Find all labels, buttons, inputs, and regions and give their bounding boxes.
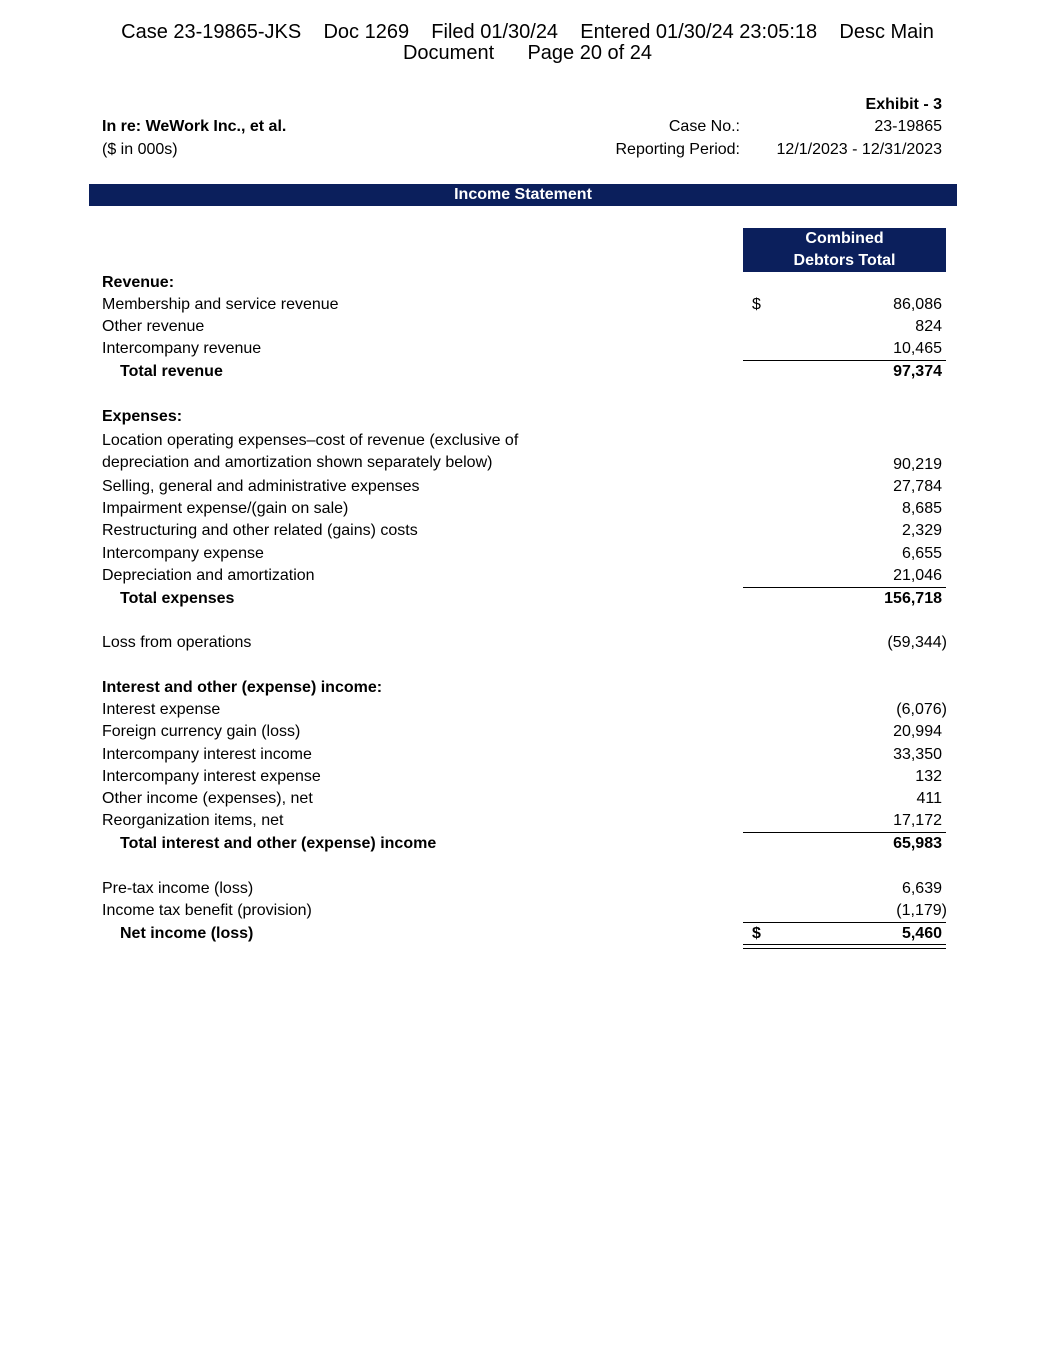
loss-from-operations-label: Loss from operations [102,634,252,651]
line-item-amount: 411 [916,790,942,807]
line-item-amount: (6,076) [896,701,947,718]
total-expenses-row [102,588,947,610]
line-item-row [102,476,947,498]
line-item-label: Restructuring and other related (gains) costs [102,522,418,539]
revenue-heading: Revenue: [102,274,175,291]
line-item-label: Intercompany interest expense [102,768,321,785]
reporting-period-label: Reporting Period: [615,141,740,158]
line-item-amount: 90,219 [893,456,942,473]
revenue-heading-row [102,272,947,294]
line-item-amount: 33,350 [893,746,942,763]
line-item-label: Reorganization items, net [102,812,284,829]
line-item-amount: 27,784 [893,478,942,495]
line-item-label: depreciation and amortization shown separately below) [102,454,493,471]
line-item-label: Intercompany interest income [102,746,312,763]
column-header-line2: Debtors Total [793,252,896,269]
net-income-row [102,923,947,945]
line-item-row [102,744,947,766]
line-item-label: Foreign currency gain (loss) [102,723,301,740]
line-item-row [102,430,947,452]
line-item-row [102,316,947,338]
line-item-amount: 17,172 [893,812,942,829]
line-item-amount: 10,465 [893,340,942,357]
line-item-row [102,543,947,565]
income-tax-label: Income tax benefit (provision) [102,902,312,919]
line-item-row [102,294,947,316]
double-underline [743,944,946,949]
income-tax-amount: (1,179) [896,902,947,919]
line-item-row [102,766,947,788]
case-no-value: 23-19865 [874,118,942,135]
total-revenue-amount: 97,374 [893,363,942,380]
total-interest-amount: 65,983 [893,835,942,852]
line-item-row [102,699,947,721]
line-item-amount: 6,655 [901,545,942,562]
line-item-label: Intercompany revenue [102,340,262,357]
line-item-amount: 8,685 [901,500,942,517]
line-item-row [102,338,947,360]
expenses-heading: Expenses: [102,408,183,425]
pretax-amount: 6,639 [901,880,942,897]
column-header-line1: Combined [805,230,884,247]
total-revenue-row [102,361,947,383]
line-item-amount: 824 [915,318,942,335]
total-revenue-label: Total revenue [120,363,223,380]
total-expenses-label: Total expenses [120,590,235,607]
total-interest-row [102,833,947,855]
interest-heading-row [102,677,947,699]
line-item-amount: 2,329 [901,522,942,539]
exhibit-label: Exhibit - 3 [865,96,942,113]
debtor-name: In re: WeWork Inc., et al. [102,118,287,135]
net-income-label: Net income (loss) [120,925,254,942]
line-item-label: Other revenue [102,318,205,335]
pretax-row [102,878,947,900]
line-item-row [102,520,947,542]
loss-from-operations-row [102,632,947,654]
line-item-label: Depreciation and amortization [102,567,315,584]
line-item-label: Selling, general and administrative expenses [102,478,420,495]
combined-debtors-total-header [743,228,946,272]
line-item-amount: 86,086 [893,296,942,313]
line-item-row [102,810,947,832]
court-filing-header-line2: Document Page 20 of 24 [402,42,653,64]
line-item-label: Intercompany expense [102,545,264,562]
income-statement-title: Income Statement [89,184,957,206]
line-item-label: Membership and service revenue [102,296,339,313]
line-item-row [102,498,947,520]
line-item-row [102,721,947,743]
currency-symbol: $ [752,925,761,942]
total-expenses-amount: 156,718 [884,590,942,607]
net-income-amount: 5,460 [901,925,942,942]
line-item-row [102,452,947,474]
line-item-label: Interest expense [102,701,221,718]
total-interest-label: Total interest and other (expense) income [120,835,437,852]
currency-symbol: $ [752,296,761,313]
line-item-amount: 20,994 [893,723,942,740]
line-item-row [102,788,947,810]
line-item-label: Location operating expenses–cost of revenue (exclusive of [102,432,519,449]
reporting-period-value: 12/1/2023 - 12/31/2023 [776,141,942,158]
case-no-label: Case No.: [668,118,740,135]
line-item-row [102,565,947,587]
expenses-heading-row [102,406,947,428]
line-item-label: Impairment expense/(gain on sale) [102,500,349,517]
line-item-amount: 132 [915,768,942,785]
court-filing-header-line1: Case 23-19865-JKS Doc 1269 Filed 01/30/24 Entered 01/30/24 23:05:18 Desc Main [121,21,934,43]
units-note: ($ in 000s) [102,141,178,158]
income-tax-row [102,900,947,922]
line-item-label: Other income (expenses), net [102,790,313,807]
interest-heading: Interest and other (expense) income: [102,679,383,696]
loss-from-operations-amount: (59,344) [887,634,947,651]
line-item-amount: 21,046 [893,567,942,584]
pretax-label: Pre-tax income (loss) [102,880,254,897]
